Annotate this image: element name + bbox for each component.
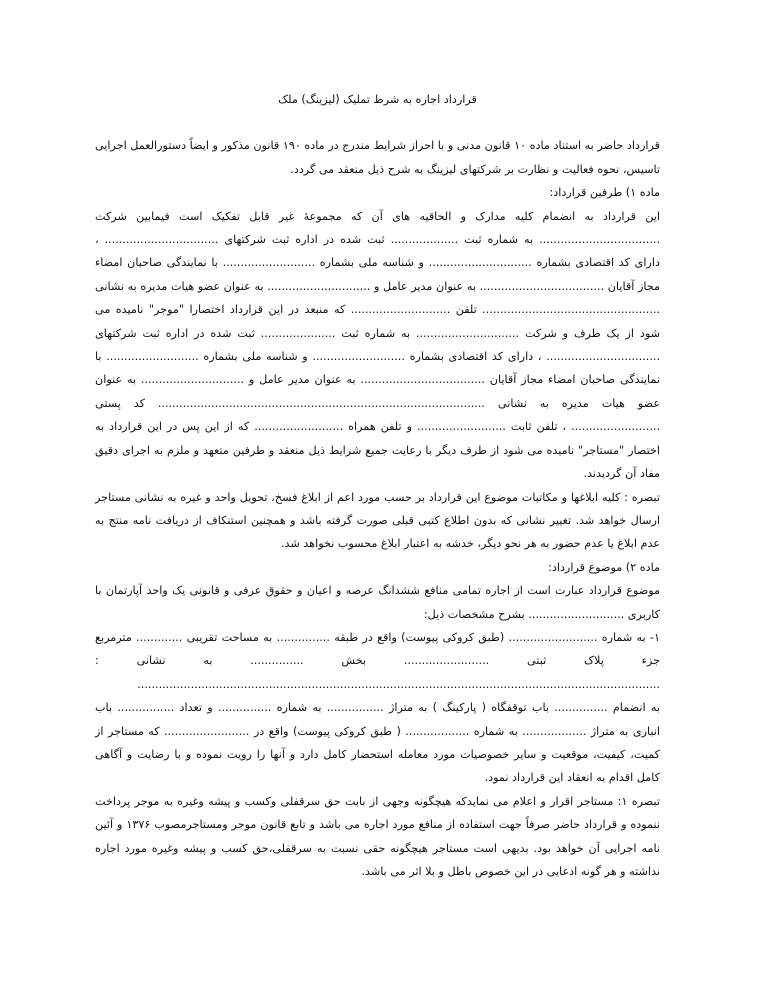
article-1-heading: ماده ۱) طرفین قرارداد: [549, 186, 660, 200]
parking-storage-paragraph: به انضمام ............... باب توقفگاه ( پارکینگ ) به متراژ ................ به شماره ............... و تعداد ................ باب انباری به متراژ .................. به شماره .................. ( طبق کروکی پیوست) واقع در ........................ که مستاجر از کمیت، کیفیت، موقعیت و سایر خصوصیات مورد معامله استحضار کامل دارد و آنها را رویت نموده و با رضایت و آگاهی کامل اقدام به انعقاد این قرارداد نمود. [95, 701, 660, 785]
document-title: قرارداد اجاره به شرط تملیک (لیزینگ) ملک [278, 93, 477, 106]
notice-note-paragraph: تبصره : کلیه ابلاغها و مکاتبات موضوع این قرارداد بر حسب مورد اعم از ابلاغ فسخ، تحویل واحد و غیره به نشانی مستاجر ارسال خواهد شد. تغییر نشانی که بدون اطلاع کتبی قبلی صورت گرفته باشد و همچنین استنکاف از دریافت نامه منتج به عدم ابلاغ یا عدم حضور به هر نحو دیگر، خدشه به اعتبار ابلاغ محسوب نخواهد شد. [95, 490, 660, 551]
parties-paragraph: این قرارداد به انضمام کلیه مدارک و الحاقیه های آن که مجموعهٔ غیر قابل تفکیک است فیمابین شرکت .................................. به شماره ثبت ................... ثبت شده در اداره ثبت شرکتهای ................................ ، دارای کد اقتصادی بشماره ............................. و شناسه ملی بشماره .......................... با نمایندگی صاحبان امضاء مجاز آقایان ................................... به عنوان مدیر عامل و ............................. به عنوان عضو هیات مدیره به نشانی .................................................. تلفن ............................ که منبعد در این قرارداد اختصارا "موجر" نامیده می شود از یک طرف و شرکت ............................. به شماره ثبت ..................... ثبت شده در اداره ثبت شرکتهای ................................ ، دارای کد اقتصادی بشماره .......................... و شناسه ملی بشماره .......................... با نمایندگی صاحبان امضاء مجاز آقایان ................................... به عنوان مدیر عامل و ............................. به عنوان عضو هیات مدیره به نشانی ............................................................................................ کد پستی ......................... ، تلفن ثابت ......................... و تلفن همراه ......................... که از این پس در این قرارداد به اختصار "مستاجر" نامیده می شود از طرف دیگر با رعایت جمیع شرایط ذیل منعقد و طرفین متعهد و ملزم به اجرای دقیق مفاد آن گردیدند. [95, 209, 660, 481]
document-page [95, 88, 660, 883]
subject-paragraph: موضوع قرارداد عبارت است از اجاره تمامی منافع ششدانگ عرصه و اعیان و حقوق عرفی و قانونی یک واحد آپارتمان با کاربری ........................... بشرح مشخصات ذیل: [95, 584, 660, 621]
article-2-heading: ماده ۲) موضوع قرارداد: [548, 560, 660, 574]
intro-paragraph: قرارداد حاضر به استناد ماده ۱۰ قانون مدنی و با احراز شرایط مندرج در ماده ۱۹۰ قانون مذکور و ایضاً دستورالعمل اجرایی تاسیس، نحوه فعالیت و نظارت بر شرکتهای لیزینگ به شرح ذیل منعقد می گردد. [94, 139, 660, 176]
unit-spec-paragraph: ۱- به شماره ......................... (طبق کروکی پیوست) واقع در طبقه ............... به مساحت تقریبی ............. مترمربع جزء پلاک ثبتی ........................ بخش ............... به نشانی : ................................................................................................................................................... [95, 630, 660, 691]
note-1-paragraph: تبصره ۱: مستاجر اقرار و اعلام می نمایدکه هیچگونه وجهی از بابت حق سرقفلی وکسب و پیشه وغیره به موجر پرداخت ننموده و قرارداد حاضر صرفاً جهت استفاده از منافع مورد اجاره می باشد و تابع قانون موجر ومستاجرمصوب ۱۳۷۶ و آئین نامه اجرایی آن خواهد بود. بدیهی است مستاجر هیچگونه حقی نسبت به سرقفلی،حق کسب و پیشه وغیره مورد اجاره نداشته و هر گونه ادعایی در این خصوص باطل و بلا اثر می باشد. [95, 794, 660, 878]
